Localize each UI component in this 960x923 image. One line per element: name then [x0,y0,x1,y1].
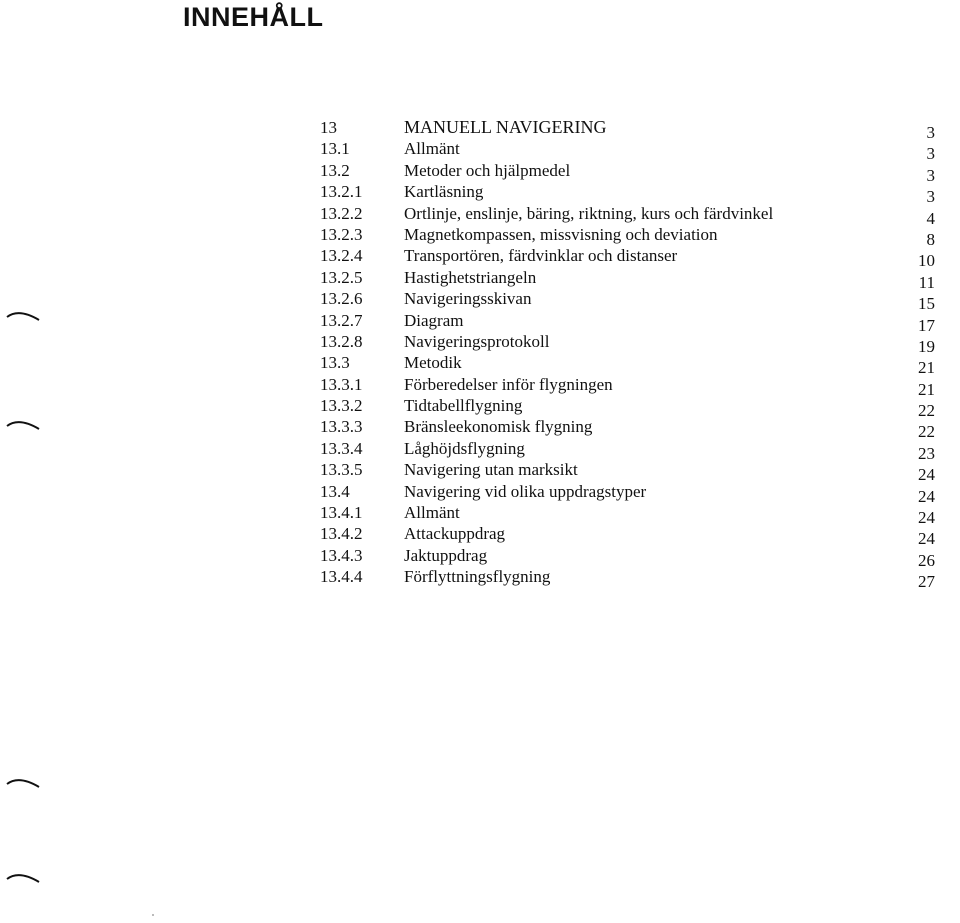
toc-page-number: 22 [918,401,935,421]
toc-section-number: 13.3 [320,353,350,373]
toc-entry [320,523,960,549]
toc-entry [320,352,960,378]
toc-page-number: 22 [918,422,935,442]
toc-section-number: 13.2.2 [320,203,363,223]
binder-hole-mark-icon [6,776,40,788]
toc-section-number: 13.4.1 [320,503,363,523]
toc-section-number: 13.4.2 [320,524,363,544]
toc-page-number: 27 [918,572,935,592]
table-of-contents [320,117,960,592]
toc-page-number: 10 [918,251,935,271]
toc-page-number: 23 [918,443,935,463]
toc-section-number: 13.2.1 [320,182,363,202]
toc-page-number: 17 [918,315,935,335]
toc-section-title: Jaktuppdrag [404,545,488,565]
toc-section-number: 13.2.3 [320,224,363,244]
toc-entry [320,459,960,485]
toc-entry [320,117,960,142]
toc-section-number: 13.3.3 [320,417,363,437]
toc-entry [320,395,960,421]
toc-page-number: 21 [918,379,935,399]
toc-entry [320,502,960,528]
toc-section-number: 13.2.8 [320,331,363,351]
toc-section-title: Förflyttningsflygning [404,567,551,587]
toc-section-number: 13.2.5 [320,267,363,287]
toc-page-number: 26 [918,550,935,570]
toc-section-number: 13.4.4 [320,567,363,587]
toc-entry [320,267,960,292]
toc-entry [320,160,960,185]
toc-section-number: 13 [320,118,337,137]
page-title: INNEHÅLL [183,2,324,32]
toc-page-number: 19 [918,336,935,356]
toc-section-title: Navigeringsskivan [404,289,532,309]
toc-section-title: Navigering utan marksikt [404,460,578,480]
toc-page-number: 24 [918,529,935,549]
toc-section-title: Attackuppdrag [404,524,506,544]
binder-hole-mark-icon [6,309,40,321]
toc-section-title: Transportören, färdvinklar och distanser [404,246,678,266]
toc-entry [320,181,960,207]
toc-section-title: Navigering vid olika uppdragstyper [404,481,647,501]
toc-section-number: 13.2.4 [320,246,363,266]
toc-section-title: Förberedelser inför flygningen [404,374,613,394]
toc-section-number: 13.3.5 [320,460,363,480]
toc-page-number: 11 [918,272,935,292]
toc-section-title: Allmänt [404,503,460,523]
toc-section-title: Tidtabellflygning [404,396,523,416]
toc-page-number: 21 [918,358,935,378]
toc-page-number: 24 [918,465,935,485]
toc-entry [320,288,960,314]
toc-section-number: 13.2 [320,160,350,180]
toc-section-number: 13.1 [320,139,350,159]
toc-entry [320,203,960,228]
toc-section-number: 13.3.4 [320,438,363,458]
toc-entry [320,438,960,463]
toc-section-title: Metodik [404,353,462,373]
toc-section-number: 13.4 [320,481,350,501]
toc-section-title: Ortlinje, enslinje, bäring, riktning, kurs och färdvinkel [404,203,774,223]
toc-section-number: 13.2.7 [320,310,363,330]
toc-section-title: Metoder och hjälpmedel [404,160,571,180]
toc-section-title: Allmänt [404,139,460,159]
toc-entry [320,331,960,356]
scan-speck [152,914,154,916]
toc-page-number: 24 [918,486,935,506]
toc-page-number: 3 [926,123,935,142]
toc-entry [320,481,960,506]
toc-section-number: 13.3.2 [320,396,363,416]
toc-page-number: 15 [918,294,935,314]
toc-section-title: Låghöjdsflygning [404,438,525,458]
toc-page-number: 3 [926,165,935,185]
binder-hole-mark-icon [6,418,40,430]
toc-entry [320,245,960,271]
toc-entry [320,374,960,399]
toc-section-title: Navigeringsprotokoll [404,331,550,351]
toc-entry [320,416,960,442]
toc-section-title: Bränsleekonomisk flygning [404,417,593,437]
toc-section-title: MANUELL NAVIGERING [404,117,607,137]
toc-section-title: Magnetkompassen, missvisning och deviation [404,224,718,244]
toc-entry [320,566,960,592]
toc-section-title: Diagram [404,310,464,330]
toc-page-number: 8 [926,229,935,249]
toc-entry [320,310,960,335]
binder-hole-mark-icon [6,871,40,883]
toc-entry [320,224,960,249]
toc-page-number: 24 [918,508,935,528]
toc-section-title: Hastighetstriangeln [404,267,537,287]
toc-page-number: 3 [926,187,935,207]
toc-section-number: 13.4.3 [320,545,363,565]
toc-page-number: 4 [926,208,935,228]
toc-entry [320,545,960,570]
toc-entry [320,138,960,164]
toc-page-number: 3 [926,144,935,164]
toc-section-number: 13.3.1 [320,374,363,394]
toc-section-number: 13.2.6 [320,289,363,309]
toc-section-title: Kartläsning [404,182,484,202]
